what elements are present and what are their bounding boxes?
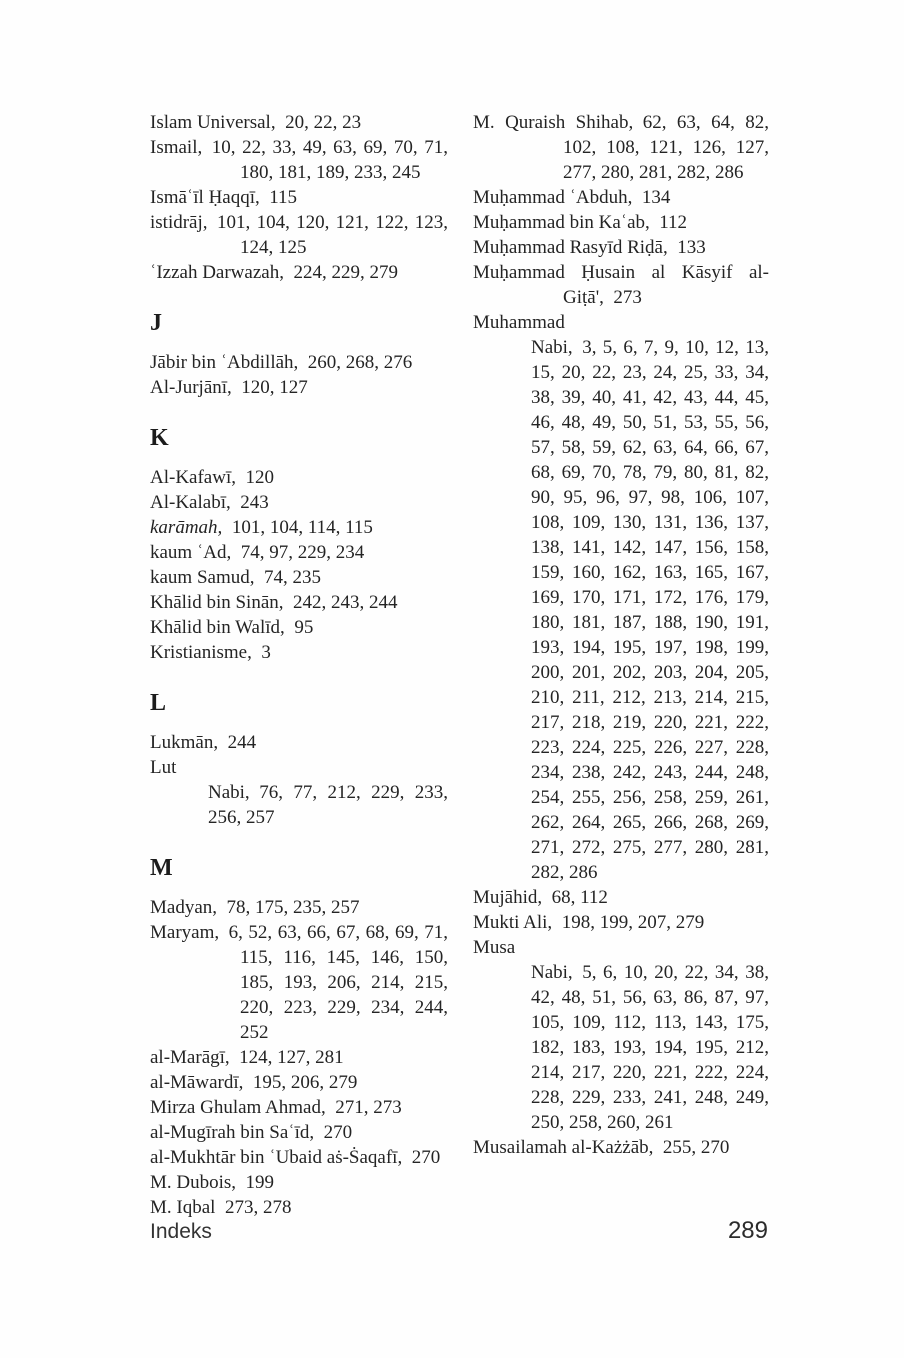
index-entry <box>150 1045 448 1070</box>
index-entry <box>150 1195 448 1220</box>
index-entry <box>150 515 448 540</box>
entry-term: M. Quraish Shihab, <box>473 112 634 133</box>
footer-page-number: 289 <box>727 1217 768 1244</box>
entry-term: Lukmān, <box>150 732 219 753</box>
section-heading: K <box>150 425 170 451</box>
index-entry <box>150 565 448 590</box>
entry-term: Mirza Ghulam Ahmad, <box>150 1097 326 1118</box>
index-entry <box>150 465 448 490</box>
entry-pages: 20, 22, 23 <box>275 112 362 133</box>
index-subentry <box>208 780 448 830</box>
entry-term: ʿIzzah Darwazah, <box>150 262 284 283</box>
entry-term: Ismāʿīl Ḥaqqī, <box>150 187 260 208</box>
index-entry <box>150 110 448 135</box>
index-entry <box>473 1135 769 1160</box>
entry-term: Musa <box>473 937 516 958</box>
section-heading: M <box>150 855 174 881</box>
entry-term: Islam Universal, <box>150 112 276 133</box>
entry-pages: 271, 273 <box>325 1097 402 1118</box>
entry-term: Al-Jurjānī, <box>150 377 232 398</box>
entry-term: Nabi, <box>531 337 573 358</box>
entry-term: Muḥammad Ḥusain al Kāsyif al-Giṭā', <box>473 262 769 308</box>
entry-pages: 195, 206, 279 <box>243 1072 358 1093</box>
index-subentry <box>531 335 769 885</box>
entry-term: M. Dubois, <box>150 1172 237 1193</box>
entry-pages: 95 <box>284 617 314 638</box>
entry-term: Maryam, <box>150 922 220 943</box>
entry-pages: 124, 127, 281 <box>229 1047 344 1068</box>
entry-pages: 270 <box>314 1122 353 1143</box>
section-heading: L <box>150 690 167 716</box>
entry-term: al-Mukhtār bin ʿUbaid aṡ-Ṡaqafī, <box>150 1147 403 1168</box>
entry-term: Kristianisme, <box>150 642 252 663</box>
index-entry <box>473 935 769 960</box>
index-subentry <box>531 960 769 1135</box>
index-entry <box>150 1070 448 1095</box>
index-entry <box>150 895 448 920</box>
index-entry <box>150 185 448 210</box>
entry-pages: 199 <box>236 1172 275 1193</box>
entry-term: Madyan, <box>150 897 218 918</box>
entry-term: Nabi, <box>208 782 250 803</box>
footer-section-label: Indeks <box>150 1220 212 1243</box>
index-entry <box>150 1120 448 1145</box>
entry-term: M. Iqbal <box>150 1197 216 1218</box>
index-entry <box>150 135 448 185</box>
entry-term: kaum Samud, <box>150 567 255 588</box>
entry-term: Lut <box>150 757 177 778</box>
index-column-left <box>150 110 448 1220</box>
entry-pages: 6, 52, 63, 66, 67, 68, 69, 71, 115, 116, 145, 146, 150, 185, 193, 206, 214, 215, 220, 223, 229, 234, 244, 252 <box>219 922 448 1043</box>
entry-term: Muḥammad ʿAbduh, <box>473 187 633 208</box>
entry-pages: 273, 278 <box>215 1197 292 1218</box>
index-entry <box>150 615 448 640</box>
index-entry <box>150 540 448 565</box>
entry-term: al-Mugīrah bin Saʿīd, <box>150 1122 315 1143</box>
entry-pages: 74, 235 <box>254 567 321 588</box>
entry-pages: 10, 22, 33, 49, 63, 69, 70, 71, 180, 181, 189, 233, 245 <box>202 137 448 183</box>
entry-pages: 133 <box>667 237 706 258</box>
entry-term: al-Marāgī, <box>150 1047 230 1068</box>
entry-pages: 134 <box>632 187 671 208</box>
entry-pages: 255, 270 <box>653 1137 730 1158</box>
entry-term: Khālid bin Sinān, <box>150 592 284 613</box>
index-entry <box>150 1095 448 1120</box>
index-entry <box>150 1145 448 1170</box>
entry-pages: 62, 63, 64, 82, 102, 108, 121, 126, 127, 277, 280, 281, 282, 286 <box>563 112 770 183</box>
index-entry <box>473 885 769 910</box>
index-entry <box>150 210 448 260</box>
entry-pages: 74, 97, 229, 234 <box>231 542 365 563</box>
entry-pages: 101, 104, 120, 121, 122, 123, 124, 125 <box>207 212 448 258</box>
index-entry <box>150 755 448 780</box>
entry-term: Mujāhid, <box>473 887 543 908</box>
entry-term: Khālid bin Walīd, <box>150 617 285 638</box>
entry-term: kaum ʿAd, <box>150 542 232 563</box>
entry-term: al-Māwardī, <box>150 1072 244 1093</box>
entry-pages: 101, 104, 114, 115 <box>222 517 373 538</box>
entry-pages: 68, 112 <box>542 887 608 908</box>
index-entry <box>150 490 448 515</box>
entry-pages: 76, 77, 212, 229, 233, 256, 257 <box>208 782 448 828</box>
index-entry <box>473 110 769 185</box>
index-entry <box>473 260 769 310</box>
entry-pages: 3 <box>251 642 271 663</box>
entry-pages: 112 <box>649 212 688 233</box>
entry-pages: 115 <box>259 187 298 208</box>
entry-term: Mukti Ali, <box>473 912 553 933</box>
index-entry <box>473 210 769 235</box>
entry-pages: 120 <box>236 467 274 488</box>
entry-term: Muhammad <box>473 312 565 333</box>
entry-term: Ismail, <box>150 137 203 158</box>
entry-pages: 243 <box>230 492 269 513</box>
entry-pages: 120, 127 <box>231 377 308 398</box>
index-entry <box>150 590 448 615</box>
entry-term: karāmah, <box>150 517 223 538</box>
entry-pages: 260, 268, 276 <box>298 352 413 373</box>
entry-pages: 78, 175, 235, 257 <box>217 897 360 918</box>
entry-term: istidrāj, <box>150 212 208 233</box>
index-column-right <box>473 110 769 1160</box>
entry-term: Jābir bin ʿAbdillāh, <box>150 352 299 373</box>
entry-term: Muḥammad bin Kaʿab, <box>473 212 650 233</box>
entry-term: Muḥammad Rasyīd Riḍā, <box>473 237 668 258</box>
section-heading: J <box>150 310 163 336</box>
index-entry <box>473 235 769 260</box>
entry-pages: 242, 243, 244 <box>283 592 398 613</box>
index-entry <box>150 350 448 375</box>
index-entry <box>150 260 448 285</box>
entry-pages: 270 <box>402 1147 441 1168</box>
index-entry <box>150 1170 448 1195</box>
index-entry <box>150 375 448 400</box>
entry-pages: 224, 229, 279 <box>283 262 398 283</box>
entry-pages: 5, 6, 10, 20, 22, 34, 38, 42, 48, 51, 56, 63, 86, 87, 97, 105, 109, 112, 113, 143, 175, 182, 183, 193, 194, 195, 212, 214, 217, 220, 221, 222, 224, 228, 229, 233, 241, 248, 249, 250, 258, 260, 261 <box>531 962 769 1133</box>
entry-term: Nabi, <box>531 962 573 983</box>
entry-term: Al-Kalabī, <box>150 492 231 513</box>
entry-pages: 198, 199, 207, 279 <box>552 912 705 933</box>
index-entry <box>150 640 448 665</box>
index-entry <box>473 185 769 210</box>
entry-term: Musailamah al-Każżāb, <box>473 1137 654 1158</box>
index-entry <box>473 910 769 935</box>
index-entry <box>150 730 448 755</box>
entry-pages: 244 <box>218 732 257 753</box>
entry-term: Al-Kafawī, <box>150 467 236 488</box>
entry-pages: 3, 5, 6, 7, 9, 10, 12, 13, 15, 20, 22, 23, 24, 25, 33, 34, 38, 39, 40, 41, 42, 43, 44, 45, 46, 48, 49, 50, 51, 53, 55, 56, 57, 58, 59, 62, 63, 64, 66, 67, 68, 69, 70, 78, 79, 80, 81, 82, 90, 95, 96, 97, 98, 106, 107, 108, 109, 130, 131, 136, 137, 138, 141, 142, 147, 156, 158, 159, 160, 162, 163, 165, 167, 169, 170, 171, 172, 176, 179, 180, 181, 187, 188, 190, 191, 193, 194, 195, 197, 198, 199, 200, 201, 202, 203, 204, 205, 210, 211, 212, 213, 214, 215, 217, 218, 219, 220, 221, 222, 223, 224, 225, 226, 227, 228, 234, 238, 242, 243, 244, 248, 254, 255, 256, 258, 259, 261, 262, 264, 265, 266, 268, 269, 271, 272, 275, 277, 280, 281, 282, 286 <box>531 337 769 883</box>
index-entry <box>473 310 769 335</box>
index-entry <box>150 920 448 1045</box>
entry-pages: 273 <box>603 287 642 308</box>
